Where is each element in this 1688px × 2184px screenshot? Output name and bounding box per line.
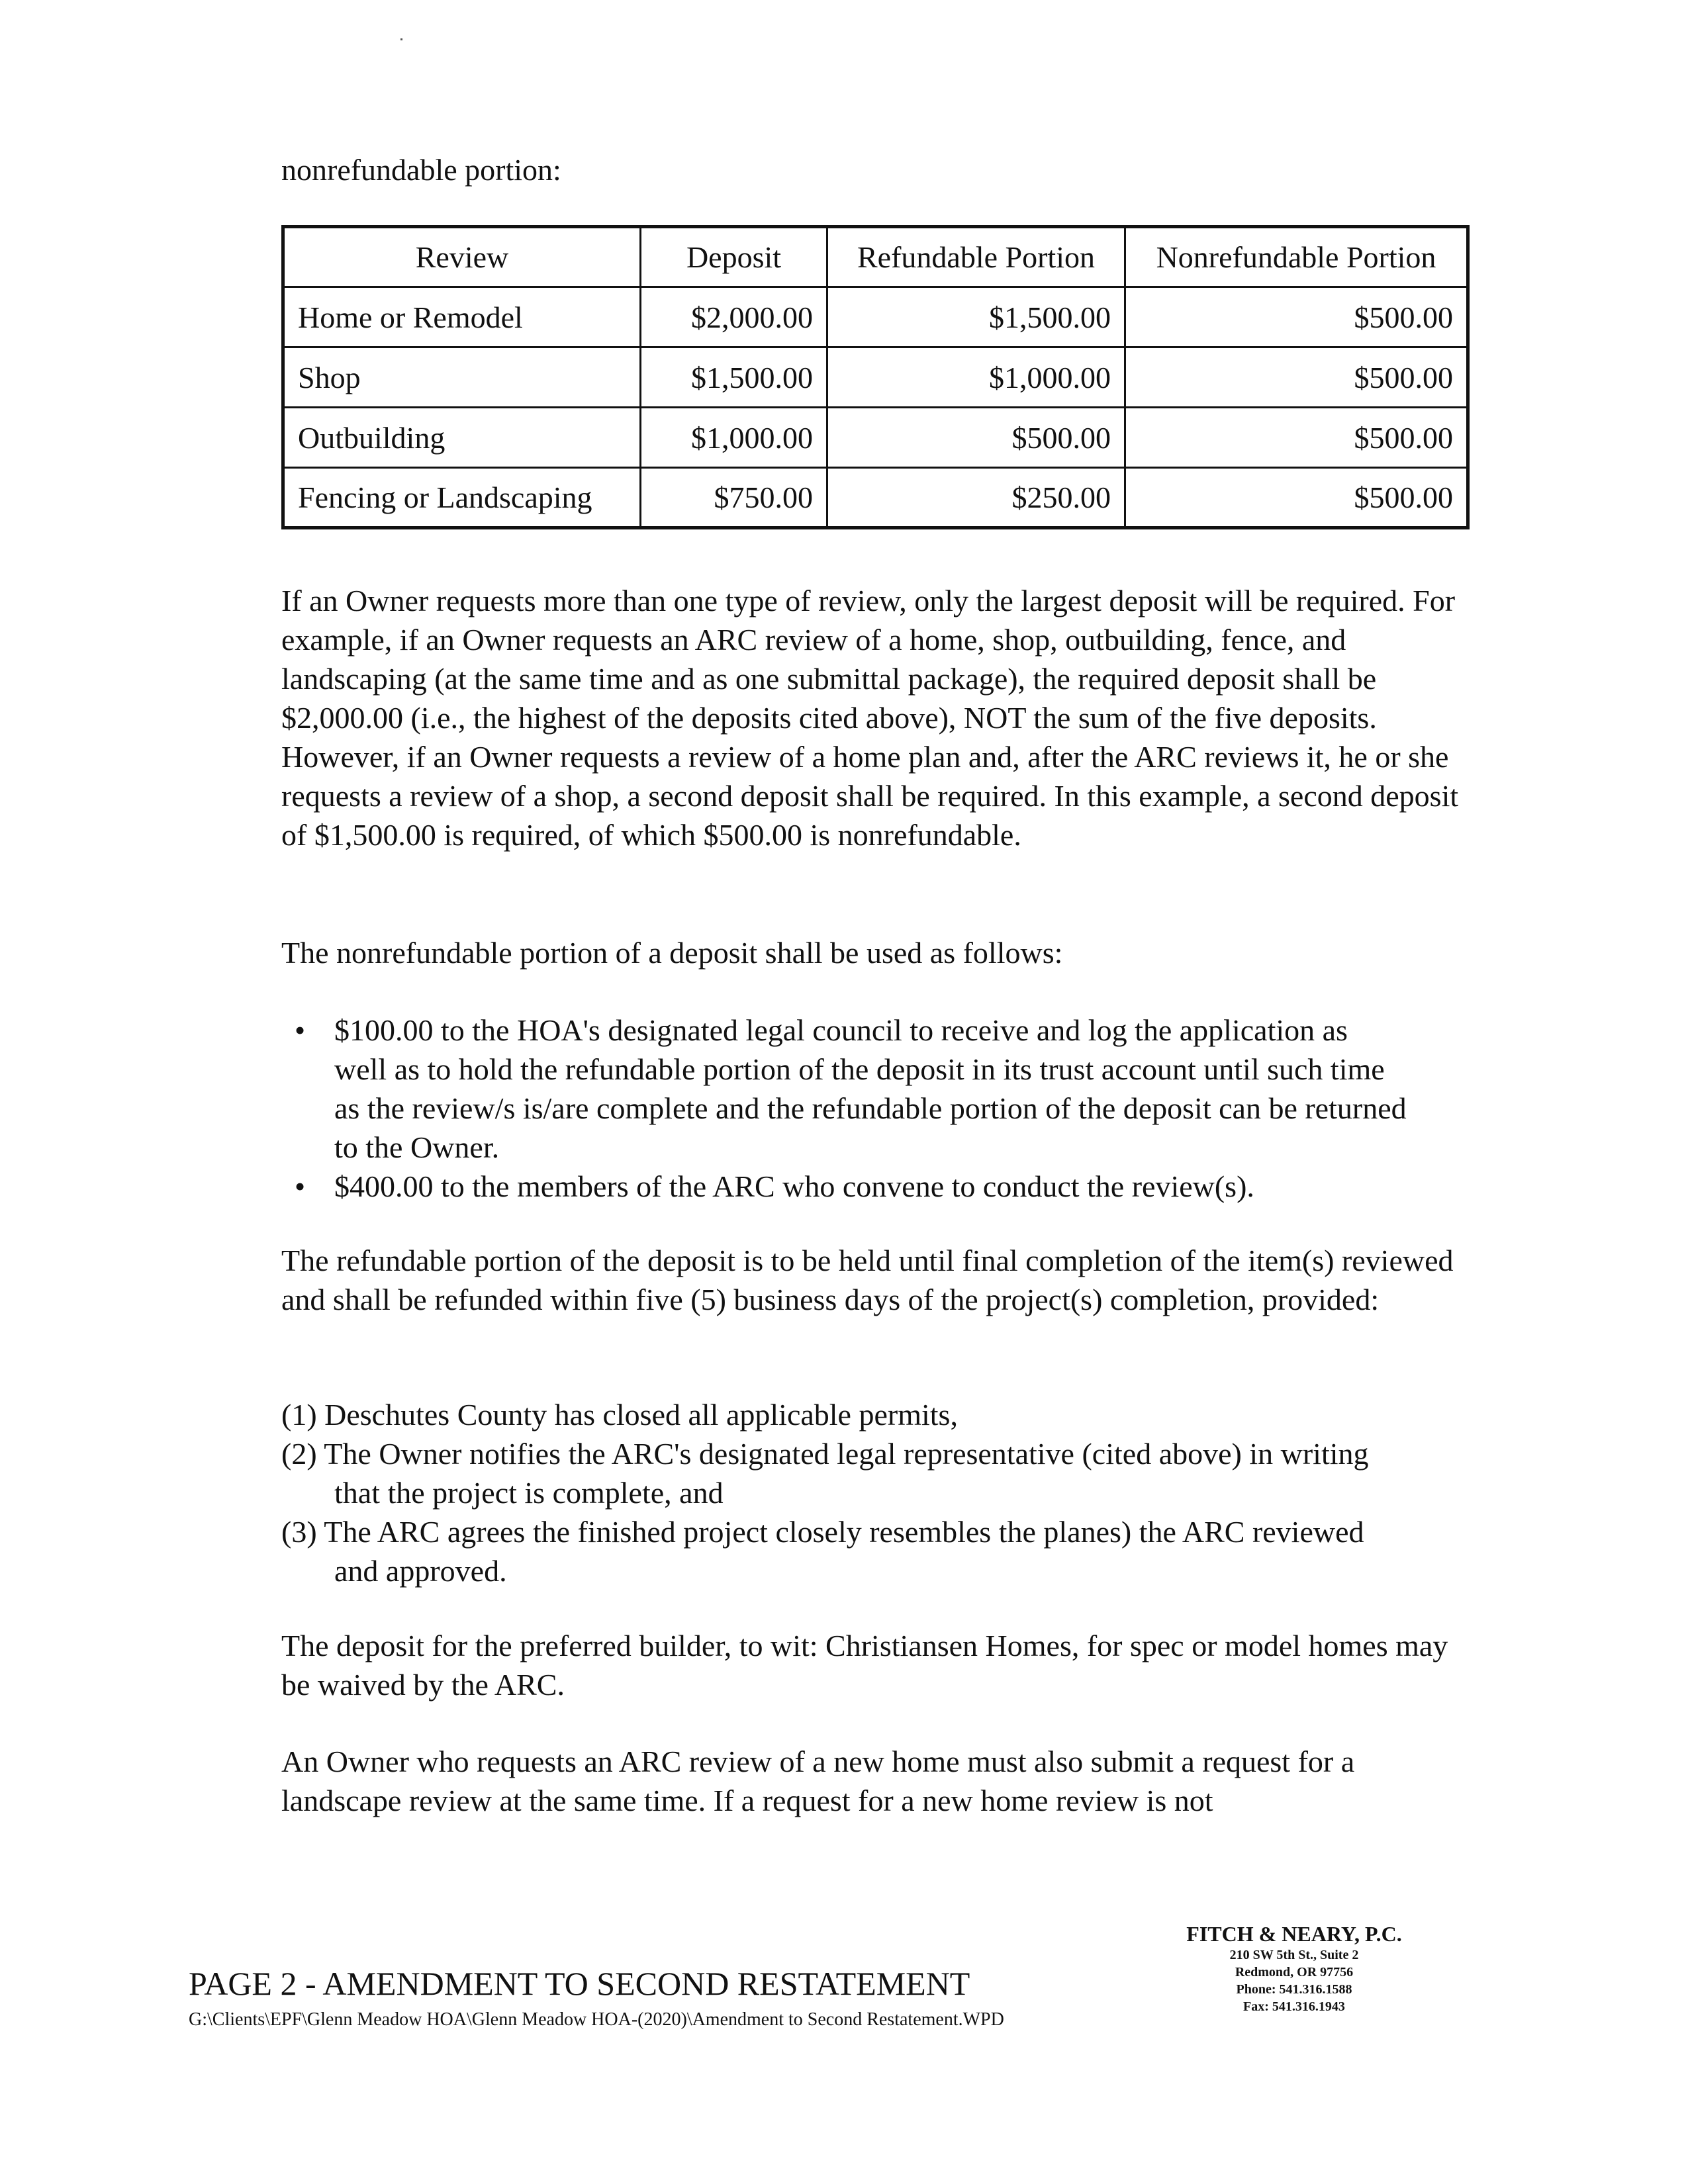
cell-refundable: $1,500.00 xyxy=(827,287,1125,347)
cell-review: Outbuilding xyxy=(283,408,641,468)
table-row xyxy=(283,468,1468,528)
table-row xyxy=(283,347,1468,408)
firm-name: FITCH & NEARY, P.C. xyxy=(1186,1922,1402,1946)
table-row xyxy=(283,287,1468,347)
nonrefundable-use-list xyxy=(281,1011,1407,1206)
header-review: Review xyxy=(283,227,641,287)
cell-deposit: $1,500.00 xyxy=(641,347,827,408)
firm-address-city: Redmond, OR 97756 xyxy=(1235,1965,1354,1979)
firm-address-street: 210 SW 5th St., Suite 2 xyxy=(1229,1948,1359,1962)
list-item: (1) Deschutes County has closed all applicable permits, xyxy=(281,1398,958,1432)
list-item: (3) The ARC agrees the finished project closely resembles the planes) the ARC reviewed and approved. xyxy=(281,1515,1364,1588)
paragraph-landscape-review: An Owner who requests an ARC review of a new home must also submit a request for a landscape review at the same time. If a request for a new home review is not xyxy=(281,1745,1355,1817)
intro-text: nonrefundable portion: xyxy=(281,153,561,187)
cell-review: Fencing or Landscaping xyxy=(283,468,641,528)
header-refundable: Refundable Portion xyxy=(827,227,1125,287)
refund-conditions-list xyxy=(281,1395,1407,1590)
list-item-text: $100.00 to the HOA's designated legal council to receive and log the application as well as to hold the refundable portion of the deposit in its trust account until such time as the review/s is/are complete and the refundable portion of the deposit can be returned to the Owner. xyxy=(334,1013,1407,1164)
cell-refundable: $250.00 xyxy=(827,468,1125,528)
paragraph-preferred-builder: The deposit for the preferred builder, to wit: Christiansen Homes, for spec or model homes may be waived by the ARC. xyxy=(281,1629,1448,1702)
cell-nonrefundable: $500.00 xyxy=(1125,347,1468,408)
cell-deposit: $2,000.00 xyxy=(641,287,827,347)
table-header-row xyxy=(283,227,1468,287)
header-nonrefundable: Nonrefundable Portion xyxy=(1125,227,1468,287)
cell-refundable: $1,000.00 xyxy=(827,347,1125,408)
footer-page-title: PAGE 2 - AMENDMENT TO SECOND RESTATEMENT xyxy=(189,1965,970,2002)
list-item xyxy=(281,1167,1407,1206)
firm-fax: Fax: 541.316.1943 xyxy=(1243,1999,1345,2014)
cell-nonrefundable: $500.00 xyxy=(1125,287,1468,347)
header-deposit: Deposit xyxy=(641,227,827,287)
deposit-table xyxy=(281,225,1470,529)
list-item-text: $400.00 to the members of the ARC who convene to conduct the review(s). xyxy=(334,1169,1254,1203)
cell-nonrefundable: $500.00 xyxy=(1125,408,1468,468)
cell-review: Home or Remodel xyxy=(283,287,641,347)
cell-deposit: $1,000.00 xyxy=(641,408,827,468)
law-firm-block xyxy=(1155,1921,1433,2015)
cell-refundable: $500.00 xyxy=(827,408,1125,468)
cell-deposit: $750.00 xyxy=(641,468,827,528)
bullet-icon: • xyxy=(295,1013,306,1047)
paragraph-multiple-reviews: If an Owner requests more than one type of review, only the largest deposit will be required. For example, if an Owner requests an ARC review of a home, shop, outbuilding, fence, and landscaping (at the same time and as one submittal package), the required deposit shall be $2,000.00 (i.e., the highest of the deposits cited above), NOT the sum of the five deposits. However, if an Owner requests a review of a home plan and, after the ARC reviews it, he or she requests a review of a shop, a second deposit shall be required. In this example, a second deposit of $1,500.00 is required, of which $500.00 is nonrefundable. xyxy=(281,584,1459,852)
list-item xyxy=(281,1011,1407,1167)
cell-nonrefundable: $500.00 xyxy=(1125,468,1468,528)
firm-phone: Phone: 541.316.1588 xyxy=(1236,1982,1352,1997)
paragraph-refundable: The refundable portion of the deposit is to be held until final completion of the item(s) reviewed and shall be refunded within five (5) business days of the project(s) completion, provided: xyxy=(281,1244,1454,1316)
table-row xyxy=(283,408,1468,468)
cell-review: Shop xyxy=(283,347,641,408)
footer-file-path: G:\Clients\EPF\Glenn Meadow HOA\Glenn Meadow HOA-(2020)\Amendment to Second Restatement.WPD xyxy=(189,2009,1004,2030)
list-item: (2) The Owner notifies the ARC's designated legal representative (cited above) in writing that the project is complete, and xyxy=(281,1437,1369,1510)
bullet-icon: • xyxy=(295,1169,306,1203)
paragraph-nonrefundable-use: The nonrefundable portion of a deposit shall be used as follows: xyxy=(281,936,1063,970)
scan-speck xyxy=(400,38,402,40)
